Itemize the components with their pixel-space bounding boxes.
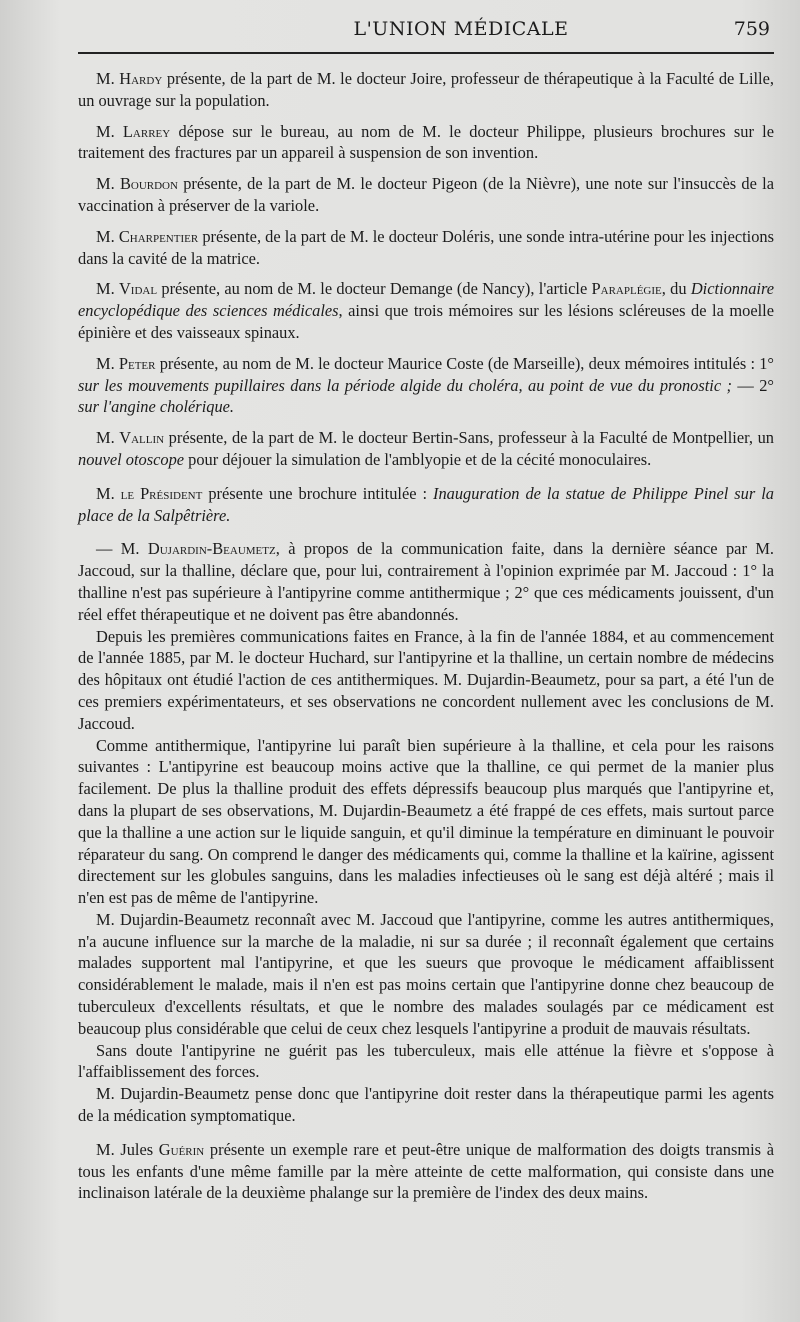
- paragraph-dujardin-3: Comme antithermique, l'antipyrine lui paraît bien supérieure à la thalline, et cela pour les raisons suivantes : L'antipyrine est beaucoup moins active que la thalline, ce qui permet de la manier plus facilement. De plus la thalline produit des effets dépressifs beaucoup plus marqués que l'antipyrine et, dans la plupart de ses observations, M. Dujardin-Beaumetz a été frappé de ces effets, mais surtout parce que la thalline a une action sur le liquide sanguin, et qu'il diminue la température en diminuant le pouvoir réparateur du sang. On comprend le danger des médicaments qui, comme la thalline et la kaïrine, agissent directement sur les globules sanguins, dans les maladies infectieuses où le sang est déjà altéré ; mais il n'en est pas de même de l'antipyrine.: [78, 735, 774, 908]
- paragraph-bourdon: M. Bourdon présente, de la part de M. le docteur Pigeon (de la Nièvre), une note sur l'insuccès de la vaccination à préserver de la variole.: [78, 174, 774, 215]
- paragraph-dujardin-5: Sans doute l'antipyrine ne guérit pas les tuberculeux, mais elle atténue la fièvre et s'oppose à l'affaiblissement des forces.: [78, 1040, 774, 1082]
- body-text: [78, 54, 774, 1204]
- page-number: 759: [733, 18, 770, 40]
- paragraph-dujardin-6: M. Dujardin-Beaumetz pense donc que l'antipyrine doit rester dans la thérapeutique parmi les agents de la médication symptomatique.: [78, 1084, 774, 1126]
- paragraph-dujardin-4: M. Dujardin-Beaumetz reconnaît avec M. Jaccoud que l'antipyrine, comme les autres antithermiques, n'a aucune influence sur la marche de la maladie, ni sur sa durée ; il reconnaît également que certains malades supportent mal l'antipyrine, et que les sueurs que provoque le médicament affaiblissent considérablement le malade, mais il n'en est pas moins certain que l'antipyrine donne chez beaucoup de tuberculeux d'excellents résultats, et que le nombre des malades soulagés par ce médicament est beaucoup plus considérable que celui de ceux chez lesquels l'antipyrine a produit de mauvais résultats.: [78, 909, 774, 1038]
- paragraph-peter: M. Peter présente, au nom de M. le docteur Maurice Coste (de Marseille), deux mémoires intitulés : 1° sur les mouvements pupillaires dans la période algide du choléra, au point de vue du pronostic ; — 2° sur l'angine cholérique.: [78, 353, 774, 417]
- paragraph-vidal: M. Vidal présente, au nom de M. le docteur Demange (de Nancy), l'article Paraplégie, du Dictionnaire encyclopédique des sciences médicales, ainsi que trois mémoires sur les lésions scléreuses de la moelle épinière et des vaisseaux spinaux.: [78, 279, 775, 342]
- paragraph-dujardin-2: Depuis les premières communications faites en France, à la fin de l'année 1884, et au commencement de l'année 1885, par M. le docteur Huchard, sur l'antipyrine et la thalline, un certain nombre de médecins des hôpitaux ont étudié l'action de ces antithermiques. M. Dujardin-Beaumetz, pour sa part, a été l'un de ces premiers expérimentateurs, et ses observations ne concordent nullement avec les conclusions de M. Jaccoud.: [78, 626, 774, 733]
- page-header: [78, 0, 774, 44]
- running-title: L'UNION MÉDICALE: [353, 18, 569, 40]
- paragraph-dujardin-1: — M. Dujardin-Beaumetz, à propos de la communication faite, dans la dernière séance par M. Jaccoud, sur la thalline, déclare que, pour lui, contrairement à l'opinion exprimée par M. Jaccoud : 1° la thalline n'est pas supérieure à l'antipyrine comme antithermique ; 2° que ces médicaments jouissent, d'un réel effet thérapeutique et ne doivent pas être abandonnés.: [78, 539, 774, 624]
- paragraph-charpentier: M. Charpentier présente, de la part de M. le docteur Doléris, une sonde intra-utérine pour les injections dans la cavité de la matrice.: [78, 226, 774, 268]
- paragraph-guerin: M. Jules Guérin présente un exemple rare et peut-être unique de malformation des doigts transmis à tous les enfants d'une même famille par la mère atteinte de cette malformation, qui consiste dans une inclinaison latérale de la deuxième phalange sur la première de l'index des deux mains.: [78, 1139, 774, 1203]
- paragraph-president: M. le Président présente une brochure intitulée : Inauguration de la statue de Philippe Pinel sur la place de la Salpêtrière.: [78, 483, 774, 525]
- paragraph-larrey: M. Larrey dépose sur le bureau, au nom de M. le docteur Philippe, plusieurs brochures sur le traitement des fractures par un appareil à suspension de son invention.: [78, 121, 774, 163]
- paragraph-vallin: M. Vallin présente, de la part de M. le docteur Bertin-Sans, professeur à la Faculté de Montpellier, un nouvel otoscope pour déjouer la simulation de l'amblyopie et de la cécité monoculaires.: [78, 428, 774, 469]
- paragraph-hardy: M. Hardy présente, de la part de M. le docteur Joire, professeur de thérapeutique à la Faculté de Lille, un ouvrage sur la population.: [78, 69, 774, 110]
